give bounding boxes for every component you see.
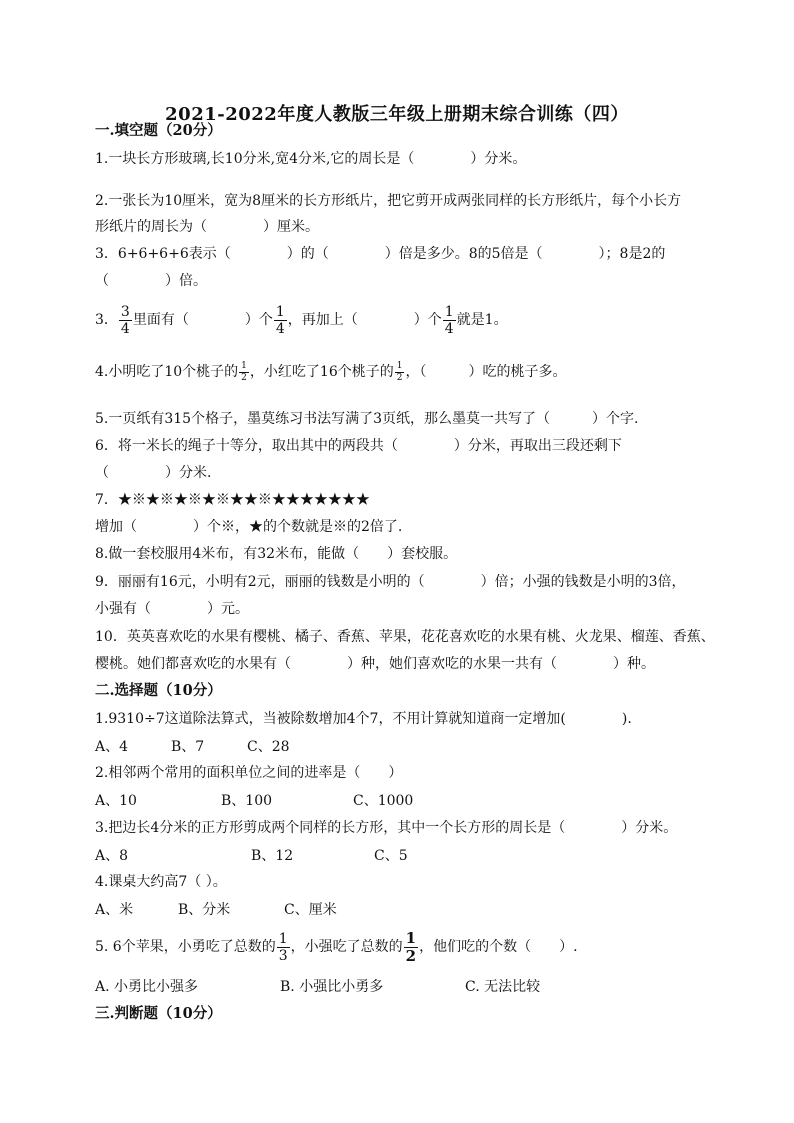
option-b: B、100 xyxy=(221,793,273,809)
option-a: A、8 xyxy=(95,848,129,864)
option-c: C、5 xyxy=(374,848,408,864)
fraction-denominator: 2 xyxy=(396,372,403,383)
option-c: C、28 xyxy=(247,739,290,755)
question-text: 就是1。 xyxy=(456,312,508,328)
question-fill-5: 5.一页纸有315个格子，墨莫练习书法写满了3页纸，那么墨莫一共写了（ ）个字. xyxy=(95,411,639,427)
question-choice-5-options xyxy=(95,977,705,997)
question-fill-7-text: 增加（ ）个※，★的个数就是※的2倍了. xyxy=(95,519,403,535)
question-text: ，小强吃了总数的 xyxy=(290,939,403,955)
question-text: 里面有（ ）个 xyxy=(132,312,273,328)
fraction-one-quarter xyxy=(274,305,287,336)
question-choice-3: 3.把边长4分米的正方形剪成两个同样的长方形，其中一个长方形的周长是（ ）分米。 xyxy=(95,820,678,836)
section-true-false-heading: 三.判断题（10分） xyxy=(95,1005,222,1022)
question-choice-5 xyxy=(95,930,705,964)
fraction-denominator: 3 xyxy=(278,947,288,964)
option-a: A. 小勇比小强多 xyxy=(95,979,199,995)
question-text: 4.小明吃了10个桃子的 xyxy=(95,364,239,380)
question-fill-7-symbols: 7．★※★※★※★※★★※★★★★★★★ xyxy=(95,492,370,508)
question-fill-10-line2: 樱桃。她们都喜欢吃的水果有（ ）种，她们喜欢吃的水果一共有（ ）种。 xyxy=(95,656,655,672)
fraction-one-half xyxy=(404,928,418,965)
section-fill-blank-heading: 一.填空题（20分） xyxy=(95,122,222,139)
option-a: A、10 xyxy=(95,793,137,809)
fraction-denominator: 4 xyxy=(275,320,285,337)
fraction-denominator: 2 xyxy=(405,946,417,965)
question-fill-9-line1: 9．丽丽有16元，小明有2元，丽丽的钱数是小明的（ ）倍；小强的钱数是小明的3倍， xyxy=(95,574,686,590)
option-b: B、分米 xyxy=(178,902,231,918)
question-text: ，小红吃了16个桃子的 xyxy=(249,364,394,380)
question-fill-4 xyxy=(95,360,705,384)
question-fill-2-line2: 形纸片的周长为（ ）厘米。 xyxy=(95,219,319,235)
question-fill-6-line1: 6．将一米长的绳子十等分，取出其中的两段共（ ）分米，再取出三段还剩下 xyxy=(95,438,622,454)
option-c: C、1000 xyxy=(353,793,414,809)
option-c: C、厘米 xyxy=(284,902,337,918)
question-text: ，他们吃的个数（ ）. xyxy=(419,939,578,955)
question-fill-1: 1.一块长方形玻璃,长10分米,宽4分米,它的周长是（ ）分米。 xyxy=(95,151,527,167)
fraction-one-quarter xyxy=(443,305,456,336)
option-a: A、4 xyxy=(95,739,129,755)
question-choice-2: 2.相邻两个常用的面积单位之间的进率是（ ） xyxy=(95,765,403,781)
fraction-one-half xyxy=(395,362,405,383)
fraction-numerator: 3 xyxy=(120,303,130,320)
option-a: A、米 xyxy=(95,902,134,918)
option-b: B、12 xyxy=(251,848,294,864)
fraction-denominator: 4 xyxy=(444,320,454,337)
question-choice-4: 4.课桌大约高7（ ）。 xyxy=(95,874,227,890)
question-choice-4-options xyxy=(95,900,705,920)
option-c: C. 无法比较 xyxy=(465,979,541,995)
question-choice-1: 1.9310÷7这道除法算式，当被除数增加4个7，不用计算就知道商一定增加( ). xyxy=(95,711,632,727)
fraction-one-half xyxy=(239,362,249,383)
fraction-numerator: 1 xyxy=(405,928,417,947)
question-choice-1-options xyxy=(95,737,705,757)
question-fill-8: 8.做一套校服用4米布，有32米布，能做（ ）套校服。 xyxy=(95,546,458,562)
fraction-numerator: 1 xyxy=(241,360,247,371)
question-fill-3-line2: （ ）倍。 xyxy=(95,273,207,289)
question-text: ，再加上（ ）个 xyxy=(287,312,442,328)
section-choice-heading: 二.选择题（10分） xyxy=(95,682,222,699)
question-text: ，（ ）吃的桃子多。 xyxy=(405,364,567,380)
question-fill-10-line1: 10．英英喜欢吃的水果有樱桃、橘子、香蕉、苹果，花花喜欢吃的水果有桃、火龙果、榴莲、香蕉、 xyxy=(95,629,715,645)
option-b: B、7 xyxy=(171,739,205,755)
option-b: B. 小强比小勇多 xyxy=(280,979,384,995)
question-fill-3-fraction xyxy=(95,303,705,337)
worksheet-title: 2021-2022年度人教版三年级上册期末综合训练（四） xyxy=(165,104,629,125)
fraction-numerator: 1 xyxy=(444,303,454,320)
question-choice-3-options xyxy=(95,846,705,866)
question-number: 3． xyxy=(95,312,118,328)
question-fill-6-line2: （ ）分米. xyxy=(95,465,212,481)
fraction-three-quarters xyxy=(119,305,132,336)
question-fill-3-line1: 3．6+6+6+6表示（ ）的（ ）倍是多少。8的5倍是（ ）；8是2的 xyxy=(95,246,666,262)
fraction-denominator: 4 xyxy=(120,320,130,337)
fraction-numerator: 1 xyxy=(275,303,285,320)
question-fill-2-line1: 2.一张长为10厘米，宽为8厘米的长方形纸片，把它剪开成两张同样的长方形纸片，每个小长方 xyxy=(95,193,682,209)
fraction-numerator: 1 xyxy=(396,360,403,371)
fraction-denominator: 2 xyxy=(241,372,247,383)
question-choice-2-options xyxy=(95,791,705,811)
question-text: 5. 6个苹果，小勇吃了总数的 xyxy=(95,939,276,955)
fraction-numerator: 1 xyxy=(278,930,288,947)
fraction-one-third xyxy=(277,932,290,963)
question-fill-9-line2: 小强有（ ）元。 xyxy=(95,601,249,617)
